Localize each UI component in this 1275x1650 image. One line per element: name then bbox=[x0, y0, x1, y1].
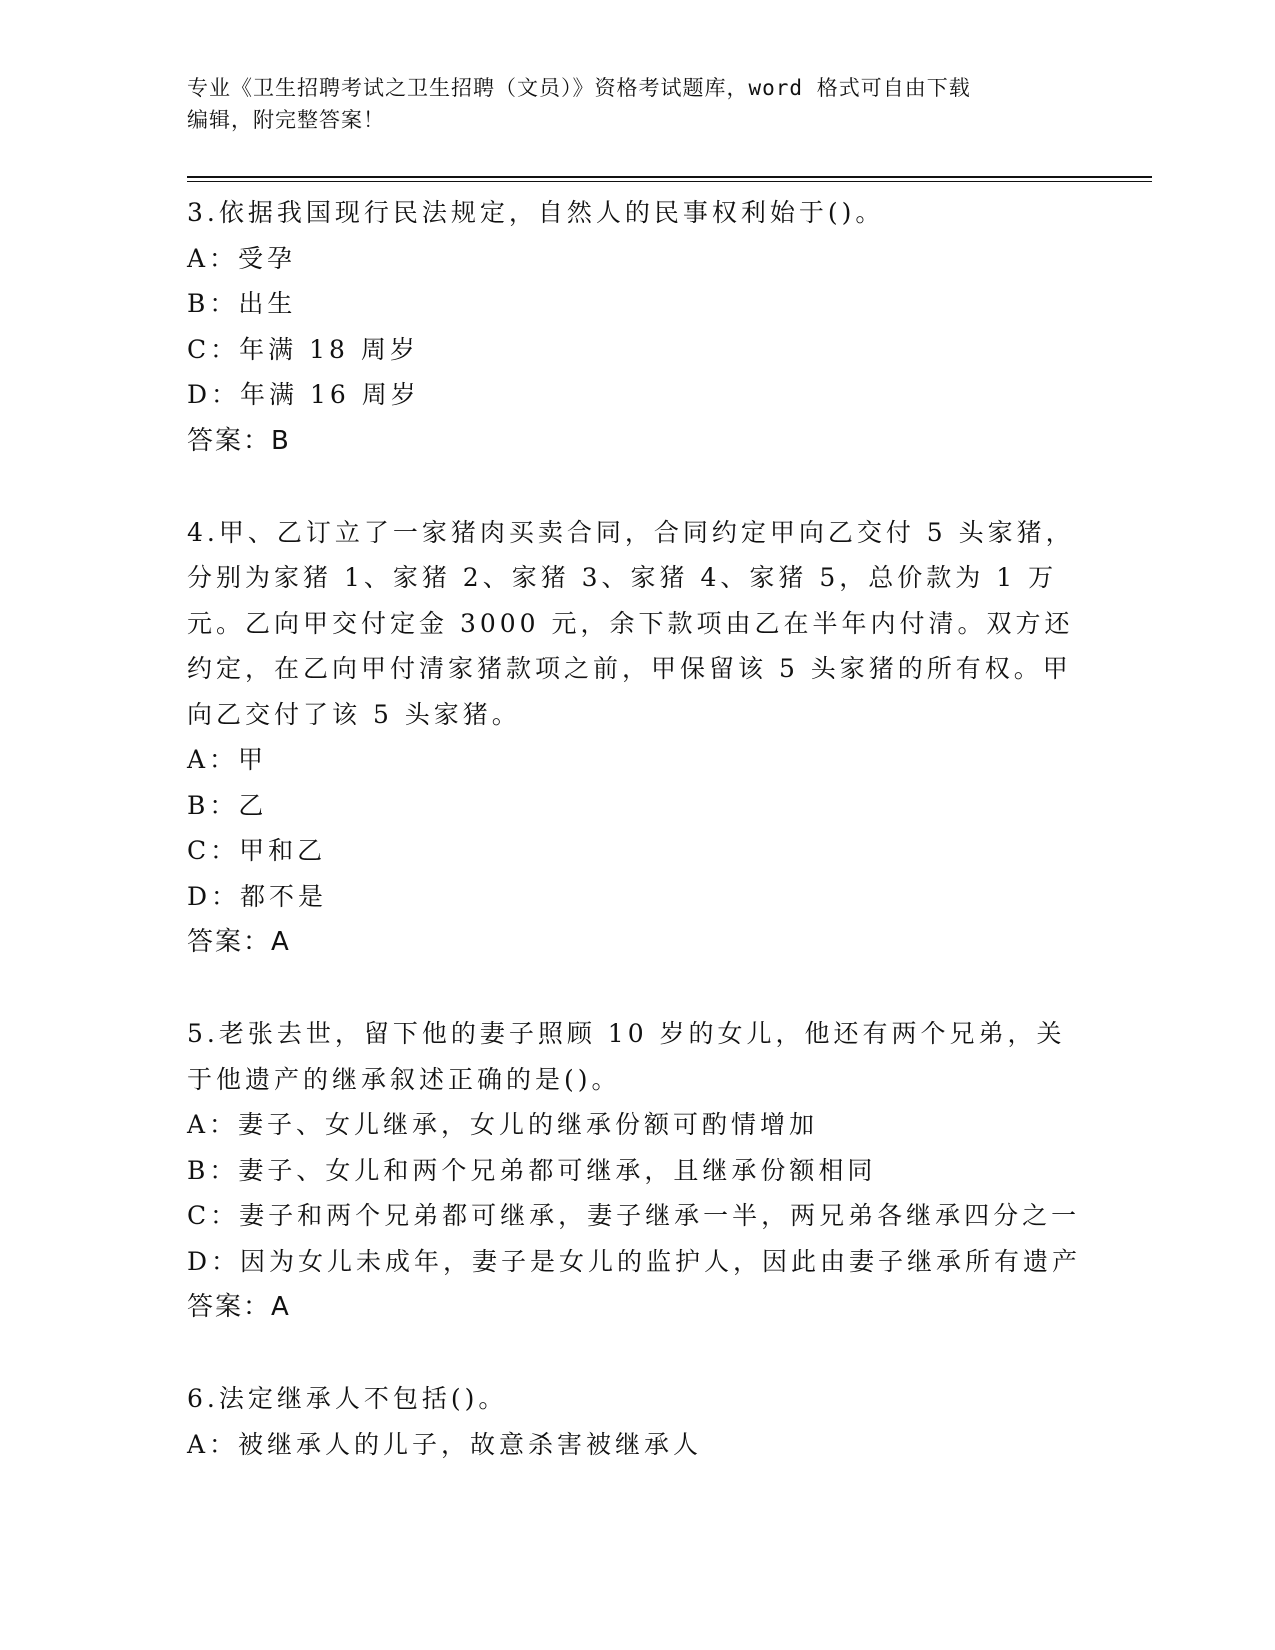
option-c: C：甲和乙 bbox=[187, 836, 327, 865]
question-4 bbox=[187, 510, 1082, 966]
option-b: B：乙 bbox=[187, 790, 268, 820]
option-b: B：妻子、女儿和两个兄弟都可继承，且继承份额相同 bbox=[187, 1155, 877, 1185]
header-rule-thin bbox=[187, 181, 1152, 182]
question-stem: 6.法定继承人不包括()。 bbox=[187, 1384, 508, 1413]
option-a: A：受孕 bbox=[187, 243, 297, 273]
question-5 bbox=[187, 1011, 1082, 1330]
option-d: D：都不是 bbox=[187, 881, 328, 911]
option-d: D：因为女儿未成年，妻子是女儿的监护人，因此由妻子继承所有遗产 bbox=[187, 1246, 1082, 1276]
question-6 bbox=[187, 1376, 1082, 1467]
answer-line: 答案：A bbox=[187, 927, 291, 957]
document-header bbox=[187, 72, 1067, 136]
option-a: A：妻子、女儿继承，女儿的继承份额可酌情增加 bbox=[187, 1110, 819, 1139]
question-stem: 3.依据我国现行民法规定，自然人的民事权利始于()。 bbox=[187, 198, 885, 227]
option-a: A：被继承人的儿子，故意杀害被继承人 bbox=[187, 1429, 703, 1459]
question-3 bbox=[187, 190, 1082, 464]
question-stem: 5.老张去世，留下他的妻子照顾 10 岁的女儿，他还有两个兄弟，关于他遗产的继承叙述正确的是()。 bbox=[187, 1019, 1066, 1094]
option-d: D：年满 16 周岁 bbox=[187, 380, 420, 409]
option-c: C：年满 18 周岁 bbox=[187, 334, 419, 364]
answer-line: 答案：B bbox=[187, 425, 291, 456]
header-rule-thick bbox=[187, 176, 1152, 178]
header-line-2: 编辑，附完整答案！ bbox=[187, 108, 385, 132]
option-a: A：甲 bbox=[187, 745, 268, 774]
header-line-1: 专业《卫生招聘考试之卫生招聘（文员）》资格考试题库，word 格式可自由下载 bbox=[187, 76, 971, 100]
answer-line: 答案：A bbox=[187, 1292, 291, 1322]
question-stem: 4.甲、乙订立了一家猪肉买卖合同，合同约定甲向乙交付 5 头家猪，分别为家猪 1、家猪 2、家猪 3、家猪 4、家猪 5，总价款为 1 万元。乙向甲交付定金 3000 元，余下款项由乙在半年内付清。双方还约定，在乙向甲付清家猪款项之前，甲保留该 5 头家猪的所有权。甲向乙交付了该 5 头家猪。 bbox=[187, 517, 1075, 729]
option-b: B：出生 bbox=[187, 289, 297, 318]
question-list bbox=[187, 190, 1082, 1513]
option-c: C：妻子和两个兄弟都可继承，妻子继承一半，两兄弟各继承四分之一 bbox=[187, 1201, 1081, 1230]
